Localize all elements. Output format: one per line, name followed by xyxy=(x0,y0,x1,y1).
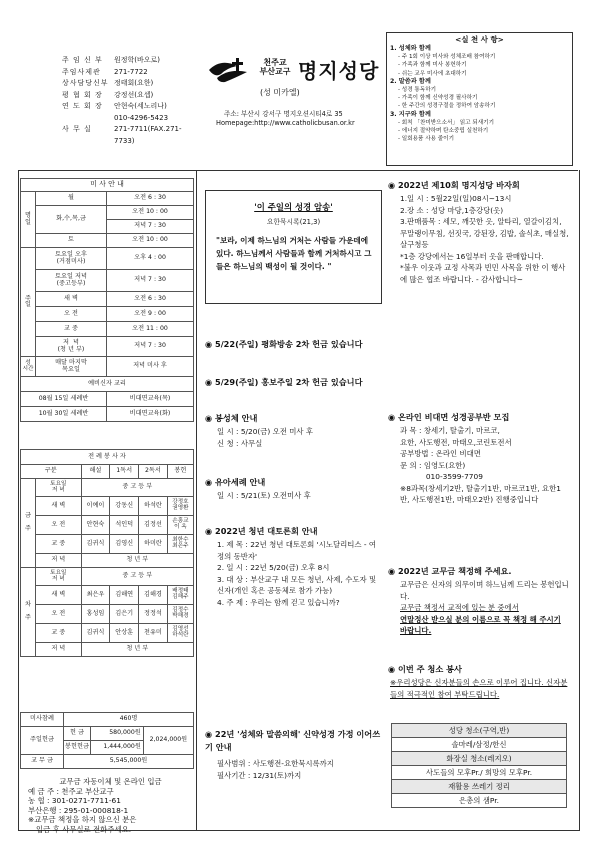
notice-promotion-sunday: ◉ 5/29(주일) 홍보주일 2차 헌금 있습니다 xyxy=(205,377,363,387)
servers-title: 전 례 봉 사 자 xyxy=(21,450,194,465)
notice-line: 일 시 : 5/20(금) 오전 미사 후 xyxy=(217,427,314,436)
cleaning-row: 솔마레/삼정/한신 xyxy=(392,738,567,752)
practice-item: - 한 주간의 성경구절을 정하여 암송하기 xyxy=(398,103,496,110)
server-name: 안현숙 xyxy=(81,516,110,535)
weekday-label: 명 일 xyxy=(21,192,36,248)
notice-line: ※우리성당은 신자분들의 손으로 이루어 집니다. 신자분들의 적극적인 참여 부탁드립니다. xyxy=(390,678,568,699)
address: 주소: 부산시 강서구 명지오션시티4로 35 xyxy=(224,110,343,118)
dues-value: 5,545,000원 xyxy=(64,755,194,769)
notice-line: 2.장 소 : 성당 마당,1층강당(옷) xyxy=(400,205,504,215)
bank-line: 교무금 자동이체 및 온라인 입금 xyxy=(59,777,162,786)
patron-saint: (성 미카엘) xyxy=(260,88,300,97)
catechism-class: 10월 30일 세례반 xyxy=(21,407,107,422)
bank-info xyxy=(28,777,193,835)
server-group: 청 년 부 xyxy=(81,554,193,568)
sunday-label: 주 일 xyxy=(21,248,36,357)
this-week-label: 금 주 xyxy=(21,479,36,568)
notice-title: ◉ 2022년 제10회 명지성당 바자회 xyxy=(388,180,520,190)
server-name: 천유미 xyxy=(139,624,168,643)
bank-line: ※교무금 책정을 하지 않으신 분은 xyxy=(28,815,137,825)
server-slot: 교 중 xyxy=(36,535,82,554)
notice-title: ◉ 봉성체 안내 xyxy=(205,413,258,423)
cleaning-table xyxy=(391,723,567,808)
notice-line: 4. 주 제 : 우리는 함께 걷고 있습니까? xyxy=(217,597,340,607)
notice-line: *1층 강당에서는 16일부터 옷을 판매합니다. xyxy=(400,251,544,261)
servers-col-header: 2독서 xyxy=(139,465,168,479)
practice-item: - 회칙 「찬미받으소서」 읽고 되새기기 xyxy=(398,119,494,126)
notice-title: ◉ 이번 주 청소 봉사 xyxy=(388,664,462,674)
homepage: Homepage:http://www.catholicbusan.or.kr xyxy=(216,119,355,127)
mass-time: 오전 10 : 00 xyxy=(107,206,194,220)
server-name: 김영선 하석란 xyxy=(167,624,193,643)
attendance-label: 미사참례 xyxy=(21,713,64,727)
servers-col-header: 봉헌 xyxy=(167,465,193,479)
notice-infant-baptism xyxy=(205,477,383,502)
offering-kind: 봉헌헌금 xyxy=(64,741,91,755)
notice-line: 신 청 : 사무실 xyxy=(217,438,263,448)
notice-line: 교무금 책정서 교적에 있는 분 중에서 xyxy=(400,603,519,612)
practice-head: 1. 성체와 함께 xyxy=(390,45,431,52)
catechism-class: 08월 15일 세례반 xyxy=(21,392,107,407)
mass-time: 오전 9 : 00 xyxy=(107,307,194,322)
server-name: 김정수 박해경 xyxy=(167,605,193,624)
offering-total: 2,024,000원 xyxy=(143,727,193,755)
holy-hour-time: 저녁 미사 후 xyxy=(107,357,194,377)
bank-line: 입금 후 사무실로 전화주세요. xyxy=(36,824,132,834)
server-name: 손흥교 이 옥 xyxy=(167,516,193,535)
catechism-mode: 비대면교육(목) xyxy=(107,392,194,407)
notice-cleaning xyxy=(388,664,570,700)
server-name: 최한수 최은주 xyxy=(167,535,193,554)
server-name: 강정호 권영환 xyxy=(167,497,193,516)
server-slot: 토요일 저 녁 xyxy=(36,479,82,497)
offering-label: 주일헌금 xyxy=(21,727,64,755)
mass-time: 저녁 7 : 30 xyxy=(107,220,194,234)
verse-title: '이 주일의 성경 암송' xyxy=(254,202,333,212)
notice-dues xyxy=(388,566,570,637)
mass-day: 토 xyxy=(36,234,107,248)
mass-day: 월 xyxy=(36,192,107,206)
server-slot: 저 녁 xyxy=(36,554,82,568)
offering-kind: 헌 금 xyxy=(64,727,91,741)
notice-line: 3.판매품목 : 세모, 깨끗한 옷, 알타리, 열갈이김치, 무말랭이무침, 선짓국, 강된장, 김밥, 솔식초, 매실청, 살구청등 xyxy=(400,217,569,249)
notice-communion xyxy=(205,413,383,449)
notice-youth-forum xyxy=(205,526,383,608)
holy-hour-label: 성 시간 xyxy=(21,357,36,377)
notice-title: ◉ 2022년 청년 대토론회 안내 xyxy=(205,526,318,536)
server-name: 하석란 xyxy=(139,497,168,516)
server-name: 김은기 xyxy=(110,605,139,624)
server-name: 김해경 xyxy=(139,586,168,605)
notice-line: 1.일 시 : 5월22일(일)08시~13시 xyxy=(400,194,512,203)
notice-line: 요한, 사도행전, 마태오,코린토전서 xyxy=(400,437,512,447)
mass-time: 오전 6 : 30 xyxy=(107,292,194,307)
server-group: 중 고 등 부 xyxy=(81,479,193,497)
bank-line: 예 금 주 : 천주교 부산교구 xyxy=(28,786,114,796)
notice-line: ※8과목(창세기2반, 탈출기1반, 마르코1반, 요한1반, 사도행전1반, 마태오2반) 진행중입니다 xyxy=(400,483,561,504)
notice-line: 연말정산 받으실 분의 이름으로 꼭 책정 해 주시기 바랍니다. xyxy=(400,614,561,635)
mass-time: 저녁 7 : 30 xyxy=(107,270,194,292)
server-group: 청 년 부 xyxy=(81,643,193,657)
mass-day: 토요일 저녁 (중고등부) xyxy=(36,270,107,292)
mass-title: 미 사 안 내 xyxy=(21,179,194,192)
server-name: 김귀식 xyxy=(81,535,110,554)
servers-col-header: 해설 xyxy=(81,465,110,479)
practice-title: <실 천 사 항> xyxy=(455,35,504,44)
next-week-label: 차 주 xyxy=(21,568,36,657)
server-name: 강동신 xyxy=(110,497,139,516)
server-name: 김정선 xyxy=(139,516,168,535)
notice-title: ◉ 2022년 교무금 책정해 주세요. xyxy=(388,566,512,576)
bank-line: 농 협 : 301-0271-7711-61 xyxy=(28,796,121,806)
server-name: 하미란 xyxy=(139,535,168,554)
practice-head: 2. 말씀과 함께 xyxy=(390,77,431,85)
cleaning-row: 사도들의 모후Pr./ 희망의 모후Pr. xyxy=(392,766,567,780)
cleaning-row: 화장실 청소(레지오) xyxy=(392,752,567,766)
notice-line: *불우 이웃과 교정 사목과 빈민 사목을 위한 이 행사에 많은 협조 바랍니다. - 감사합니다~ xyxy=(400,263,566,284)
practice-item: - 일회용품 사용 줄이기 xyxy=(398,136,454,143)
offering-amount: 1,444,000원 xyxy=(91,741,144,755)
mass-time: 오전 6 : 30 xyxy=(107,192,194,206)
practice-item: - 가족이 함께 신약성경 필사하기 xyxy=(398,95,478,102)
church-logo xyxy=(207,56,251,84)
holy-hour-day: 매달 마지막 목요일 xyxy=(36,357,107,377)
notice-title: ◉ 22년 '성체와 말씀의해' 신약성경 가정 이어쓰기 안내 xyxy=(205,729,381,752)
server-slot: 저 녁 xyxy=(36,643,82,657)
mass-time: 오후 4 : 00 xyxy=(107,248,194,270)
server-name: 석인덕 xyxy=(110,516,139,535)
notice-line: 1. 제 목 : 22년 청년 대토론회 '시노달리티스 - 여정의 동반자' xyxy=(217,540,377,561)
mass-schedule-table xyxy=(20,178,194,422)
server-name: 정정석 xyxy=(139,605,168,624)
notice-line: 과 목 : 창세기, 탈출기, 마르코, xyxy=(400,426,500,435)
server-name: 김영신 xyxy=(110,535,139,554)
notice-line: 필사범위 : 사도행전-요한묵시록까지 xyxy=(217,759,334,768)
cleaning-row: 성당 청소(구역,반) xyxy=(392,724,567,738)
notice-line: 교무금은 신자의 의무이며 하느님께 드리는 봉헌입니다. xyxy=(400,580,569,601)
practice-head: 3. 지구와 함께 xyxy=(390,110,431,118)
catechism-mode: 비대면교육(화) xyxy=(107,407,194,422)
server-name: 배정태 김해주 xyxy=(167,586,193,605)
notice-title: ◉ 온라인 비대면 성경공부반 모집 xyxy=(388,412,510,422)
server-slot: 오 전 xyxy=(36,605,82,624)
dues-label: 교 무 금 xyxy=(21,755,64,769)
church-name: 명지성당 xyxy=(298,59,380,83)
mass-time: 오전 11 : 00 xyxy=(107,322,194,337)
practice-item: - 성경 통독하기 xyxy=(398,87,436,94)
mass-time: 오전 10 : 00 xyxy=(107,234,194,248)
server-slot: 새 벽 xyxy=(36,497,82,516)
bank-line: 부산은행 : 295-01-000818-1 xyxy=(28,805,129,815)
server-name: 김해연 xyxy=(110,586,139,605)
column-divider xyxy=(196,170,197,830)
dove-cross-icon xyxy=(207,56,251,84)
mass-day: 새 벽 xyxy=(36,292,107,307)
notice-title: ◉ 유아세례 안내 xyxy=(205,477,266,487)
diocese-label: 천주교 부산교구 xyxy=(259,58,291,76)
server-name: 안상훈 xyxy=(110,624,139,643)
notice-line: 문 의 : 임영도(요한) xyxy=(400,460,466,470)
notice-online-bible xyxy=(388,412,570,506)
server-name: 최은우 xyxy=(81,586,110,605)
notice-bazaar xyxy=(388,180,570,285)
practice-item: - 주 1회 이상 미사와 성체조배 참여하기 xyxy=(398,54,496,61)
practice-item: - 에너지 절약하며 탄소중립 실천하기 xyxy=(398,128,489,135)
catechism-title: 예비신자 교리 xyxy=(21,377,194,392)
server-name: 홍성임 xyxy=(81,605,110,624)
server-slot: 교 중 xyxy=(36,624,82,643)
stats-table xyxy=(20,712,194,769)
practice-item: - 가족과 함께 미사 봉헌하기 xyxy=(398,62,467,69)
notice-line: 010-3599-7709 xyxy=(400,472,483,481)
mass-day: 저 녁 (청 년 부) xyxy=(36,337,107,357)
cleaning-row: 은총의 샘Pr. xyxy=(392,794,567,808)
servers-col-header: 1독서 xyxy=(110,465,139,479)
verse-box xyxy=(205,190,382,304)
offering-amount: 580,000원 xyxy=(91,727,144,741)
server-name: 이예이 xyxy=(81,497,110,516)
notice-line: 공부방법 : 온라인 비대면 xyxy=(400,449,481,458)
mass-day: 토요일 오후 (거점미사) xyxy=(36,248,107,270)
mass-time: 저녁 7 : 30 xyxy=(107,337,194,357)
notice-line: 3. 대 상 : 부산교구 내 모든 청년, 사제, 수도자 및 신자(개인 혹은 공동체로 참가 가능) xyxy=(217,574,377,595)
server-group: 중 고 등 부 xyxy=(81,568,193,586)
notice-line: 일 시 : 5/21(토) 오전미사 후 xyxy=(217,491,311,500)
practice-item: - 쉬는 교우 미사에 초대하기 xyxy=(398,70,467,77)
verse-text: "보라, 이제 하느님의 거처는 사람들 가운데에 있다. 하느님께서 사람들과 함께 거처하시고 그들은 하느님의 백성이 될 것이다. " xyxy=(216,236,372,271)
server-name: 김귀식 xyxy=(81,624,110,643)
attendance-value: 460명 xyxy=(64,713,194,727)
server-slot: 오 전 xyxy=(36,516,82,535)
practice-list xyxy=(387,45,572,143)
header-info: 주 임 신 부 원정학(바오로) 주임사제관 271-7722 상사담당신부 정태회(요한) 평 협 회 장 강정선(요셉) 연 도 회 장 안현숙(세노리나) 010-4296-5423 사 무 실 271-7711(FAX.271-7733) xyxy=(62,56,182,145)
mass-day: 오 전 xyxy=(36,307,107,322)
mass-day: 교 중 xyxy=(36,322,107,337)
notice-line: 필사기간 : 12/31(토)까지 xyxy=(217,770,302,780)
mass-day: 화,수,목,금 xyxy=(36,206,107,234)
practice-box xyxy=(386,32,573,166)
notice-line: 2. 일 시 : 22년 5/20(금) 오후 8시 xyxy=(217,563,330,572)
notice-peace-broadcast: ◉ 5/22(주일) 평화방송 2차 헌금 있습니다 xyxy=(205,339,363,349)
servers-col-header: 구분 xyxy=(21,465,82,479)
servers-table xyxy=(20,449,194,657)
notice-bible-copy xyxy=(205,728,383,781)
server-slot: 토요일 저 녁 xyxy=(36,568,82,586)
verse-reference: 요한묵시록(21,3) xyxy=(266,218,321,226)
server-slot: 새 벽 xyxy=(36,586,82,605)
cleaning-row: 재활용 쓰레기 정리 xyxy=(392,780,567,794)
